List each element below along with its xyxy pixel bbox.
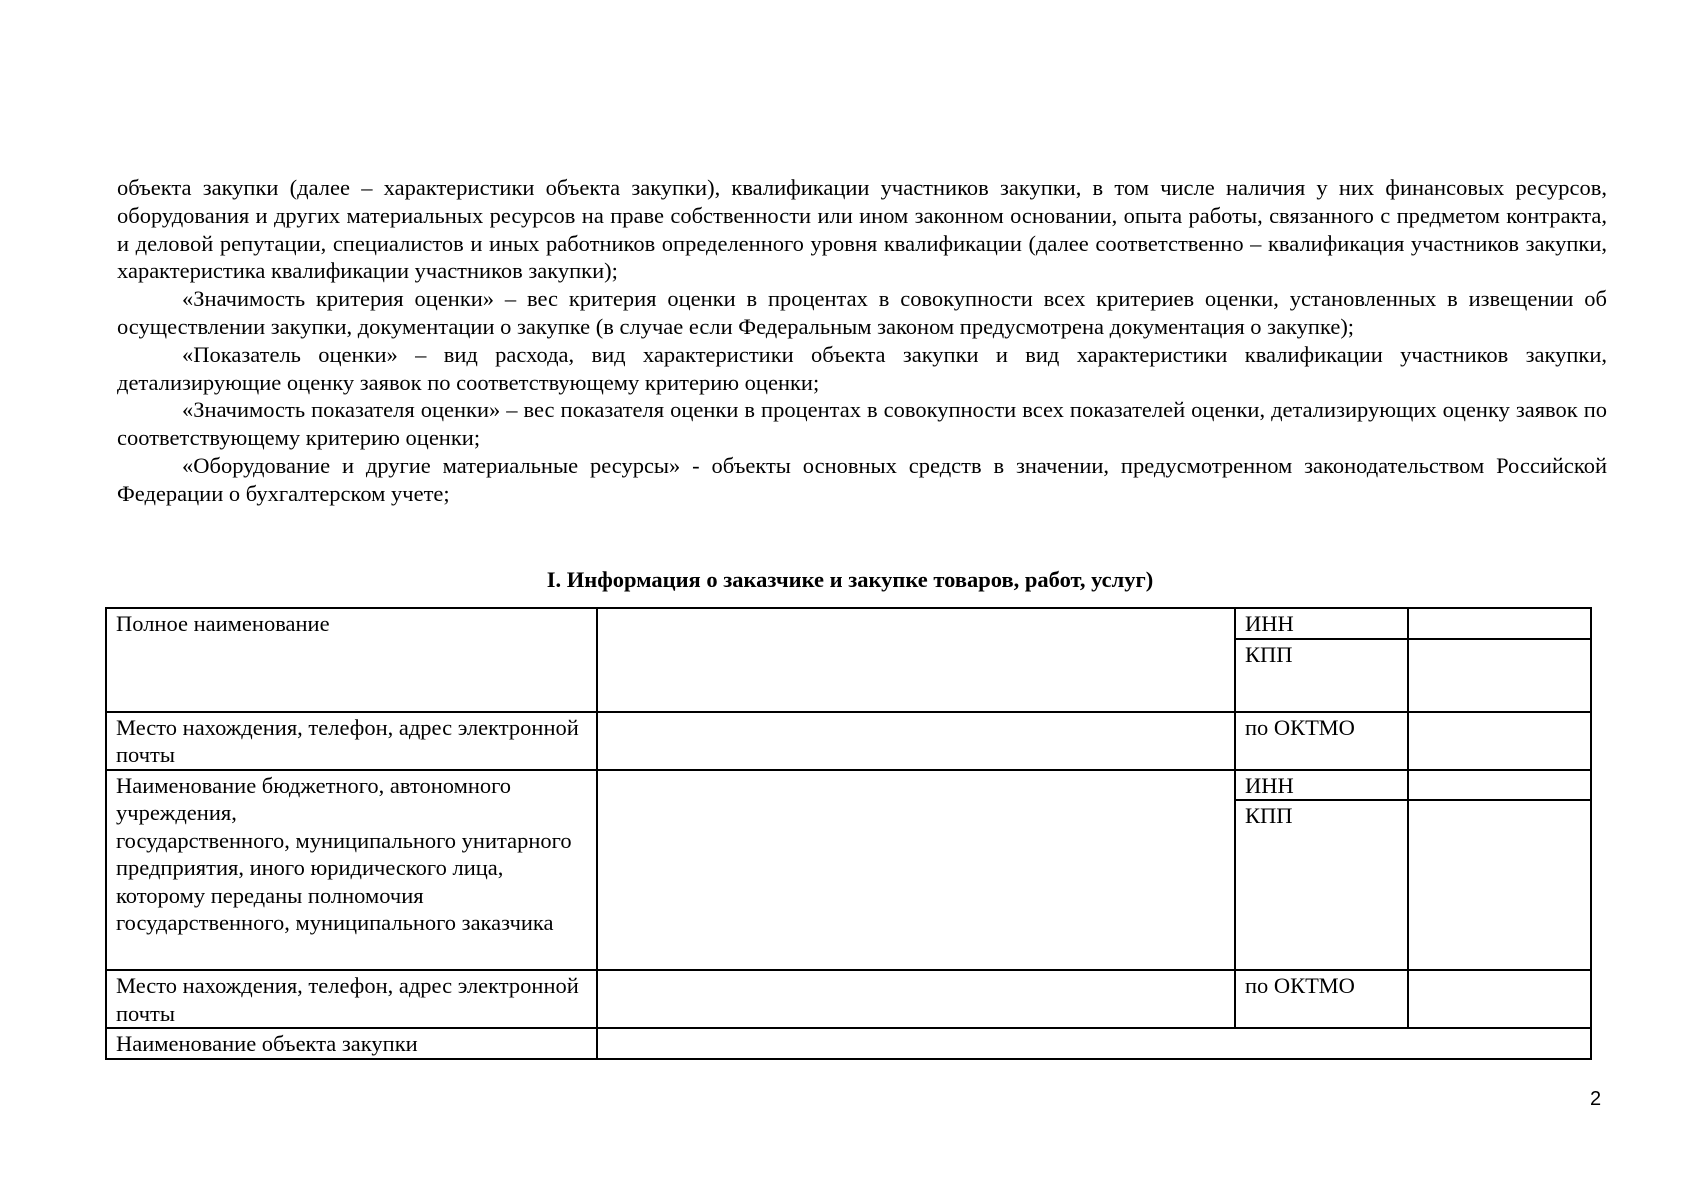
- value-oktmo: [1408, 970, 1591, 1028]
- paragraph: «Значимость критерия оценки» – вес критерия оценки в процентах в совокупности всех критериев оценки, установленных в извещении об осуществлении закупки, документации о закупке (в случае если Федеральным законом предусмотрена документация о закупке);: [117, 286, 1607, 339]
- label-kpp: КПП: [1235, 800, 1408, 970]
- table-row: [106, 712, 1591, 770]
- value-institution-name: [597, 770, 1235, 971]
- value-inn: [1408, 608, 1591, 639]
- customer-info-table: [105, 607, 1592, 1060]
- value-oktmo: [1408, 712, 1591, 770]
- table-row: [106, 970, 1591, 1028]
- table-row: [106, 608, 1591, 639]
- body-text: [117, 174, 1607, 508]
- page-number: 2: [1590, 1088, 1602, 1110]
- label-purchase-object: Наименование объекта закупки: [106, 1028, 597, 1059]
- label-location: Место нахождения, телефон, адрес электронной почты: [106, 970, 597, 1028]
- value-full-name: [597, 608, 1235, 712]
- paragraph: «Показатель оценки» – вид расхода, вид характеристики объекта закупки и вид характеристики квалификации участников закупки, детализирующие оценку заявок по соответствующему критерию оценки;: [117, 341, 1607, 395]
- label-location: Место нахождения, телефон, адрес электронной почты: [106, 712, 597, 770]
- label-inn: ИНН: [1235, 770, 1408, 801]
- label-institution-name: Наименование бюджетного, автономного учреждения, государственного, муниципального унитарного предприятия, иного юридического лица, которому переданы полномочия государственного, муниципального заказчика: [106, 770, 597, 971]
- section-title: I. Информация о заказчике и закупке товаров, работ, услуг): [546, 567, 1154, 592]
- paragraph: «Значимость показателя оценки» – вес показателя оценки в процентах в совокупности всех показателей оценки, детализирующих оценку заявок по соответствующему критерию оценки;: [117, 397, 1607, 451]
- paragraph: «Оборудование и другие материальные ресурсы» - объекты основных средств в значении, предусмотренном законодательством Российской Федерации о бухгалтерском учете;: [117, 452, 1607, 506]
- paragraph: объекта закупки (далее – характеристики объекта закупки), квалификации участников закупки, в том числе наличия у них финансовых ресурсов, оборудования и других материальных ресурсов на праве собственности или ином законном основании, опыта работы, связанного с предметом контракта, и деловой репутации, специалистов и иных работников определенного уровня квалификации (далее соответственно – квалификация участников закупки, характеристика квалификации участников закупки);: [117, 175, 1607, 284]
- value-inn: [1408, 770, 1591, 801]
- table-row: [106, 770, 1591, 801]
- value-purchase-object: [597, 1028, 1591, 1059]
- table-row: [106, 1028, 1591, 1059]
- label-full-name: Полное наименование: [106, 608, 597, 712]
- value-location: [597, 712, 1235, 770]
- value-location: [597, 970, 1235, 1028]
- value-kpp: [1408, 800, 1591, 970]
- value-kpp: [1408, 639, 1591, 712]
- label-kpp: КПП: [1235, 639, 1408, 712]
- label-oktmo: по ОКТМО: [1235, 970, 1408, 1028]
- label-inn: ИНН: [1235, 608, 1408, 639]
- label-oktmo: по ОКТМО: [1235, 712, 1408, 770]
